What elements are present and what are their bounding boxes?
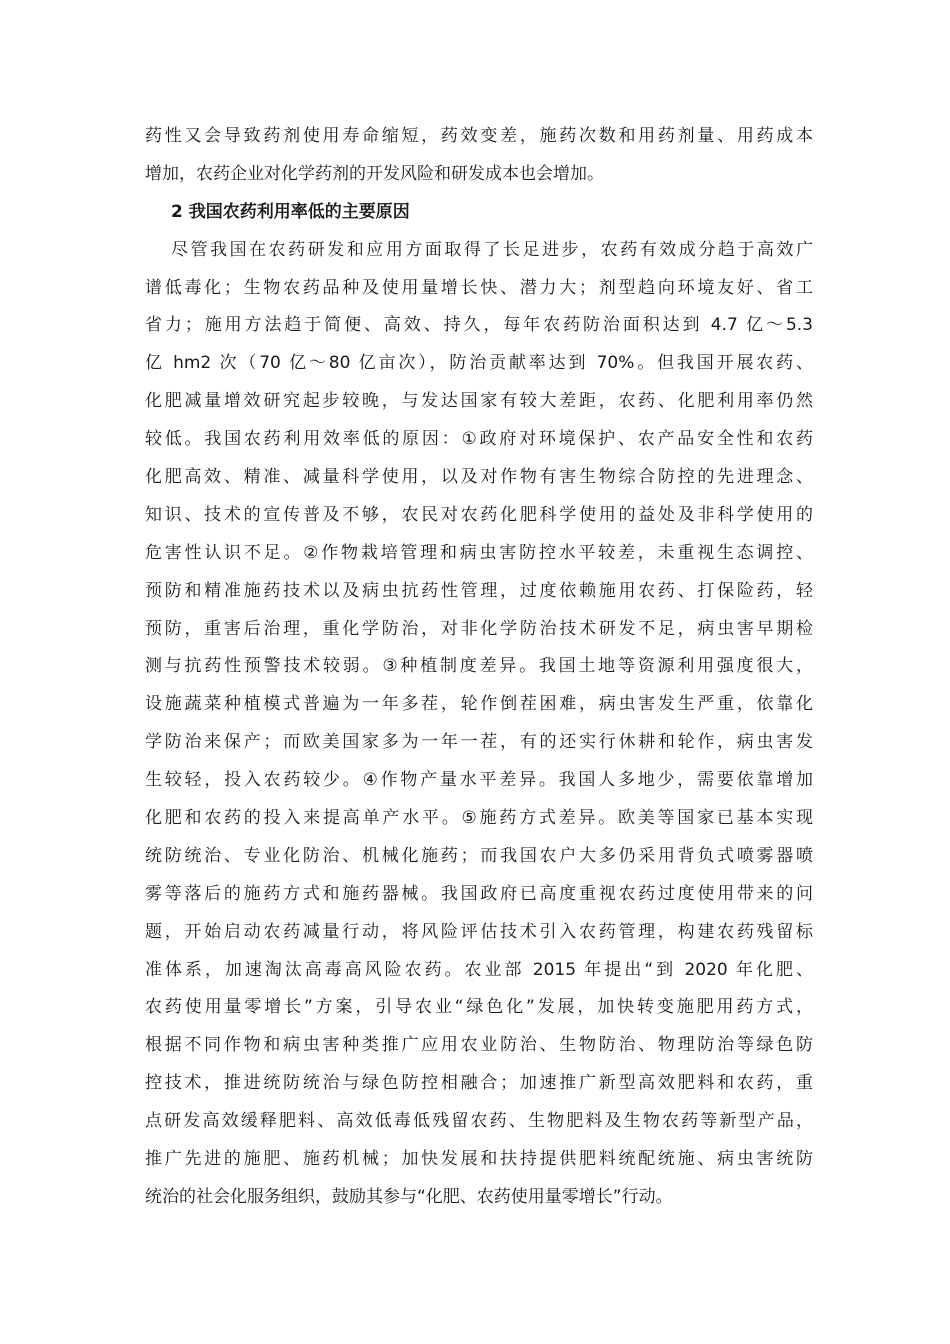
text-line: 预防，重害后治理，重化学防治，对非化学防治技术研发不足，病虫害早期检 — [145, 618, 813, 639]
main-paragraph — [145, 232, 813, 1217]
text-line: 危害性认识不足。②作物栽培管理和病虫害防控水平较差，未重视生态调控、 — [145, 542, 813, 563]
text-line: 控技术，推进统防统治与绿色防控相融合；加速推广新型高效肥料和农药，重 — [145, 1073, 813, 1094]
text-line: 题，开始启动农药减量行动，将风险评估技术引入农药管理，构建农药残留标 — [145, 921, 813, 942]
text-line: 增加，农药企业对化学药剂的开发风险和研发成本也会增加。 — [145, 163, 604, 184]
text-line: 农药使用量零增长”方案，引导农业“绿色化”发展，加快转变施肥用药方式， — [145, 997, 813, 1018]
text-line: 推广先进的施肥、施药机械；加快发展和扶持提供肥料统配统施、病虫害统防 — [145, 1149, 813, 1170]
text-line: 化肥和农药的投入来提高单产水平。⑤施药方式差异。欧美等国家已基本实现 — [145, 808, 813, 829]
text-line: 较低。我国农药利用效率低的原因：①政府对环境保护、农产品安全性和农药 — [145, 429, 813, 450]
section-heading: 2 我国农药利用率低的主要原因 — [171, 201, 410, 222]
intro-paragraph — [145, 118, 813, 194]
text-line: 亿 hm2 次（70 亿～80 亿亩次），防治贡献率达到 70%。但我国开展农药、 — [145, 353, 813, 374]
text-line: 点研发高效缓释肥料、高效低毒低残留农药、生物肥料及生物农药等新型产品， — [145, 1111, 813, 1132]
text-line: 知识、技术的宣传普及不够，农民对农药化肥科学使用的益处及非科学使用的 — [145, 504, 813, 525]
text-line: 测与抗药性预警技术较弱。③种植制度差异。我国土地等资源利用强度很大， — [145, 656, 813, 677]
text-line: 根据不同作物和病虫害种类推广应用农业防治、生物防治、物理防治等绿色防 — [145, 1035, 813, 1056]
text-line: 设施蔬菜种植模式普遍为一年多茬，轮作倒茬困难，病虫害发生严重，依靠化 — [145, 694, 813, 715]
text-line: 药性又会导致药剂使用寿命缩短，药效变差，施药次数和用药剂量、用药成本 — [145, 126, 813, 146]
text-line: 尽管我国在农药研发和应用方面取得了长足进步，农药有效成分趋于高效广 — [171, 239, 813, 260]
text-line: 雾等落后的施药方式和施药器械。我国政府已高度重视农药过度使用带来的问 — [145, 883, 813, 904]
text-line: 预防和精准施药技术以及病虫抗药性管理，过度依赖施用农药、打保险药，轻 — [145, 580, 813, 601]
text-line: 学防治来保产；而欧美国家多为一年一茬，有的还实行休耕和轮作，病虫害发 — [145, 732, 813, 753]
text-line: 谱低毒化；生物农药品种及使用量增长快、潜力大；剂型趋向环境友好、省工 — [145, 277, 813, 298]
text-line: 化肥减量增效研究起步较晚，与发达国家有较大差距，农药、化肥利用率仍然 — [145, 391, 813, 412]
text-line: 生较轻，投入农药较少。④作物产量水平差异。我国人多地少，需要依靠增加 — [145, 770, 813, 791]
text-line: 省力；施用方法趋于简便、高效、持久，每年农药防治面积达到 4.7 亿～5.3 — [145, 315, 813, 336]
text-line: 统防统治、专业化防治、机械化施药；而我国农户大多仍采用背负式喷雾器喷 — [145, 845, 813, 866]
document-body — [145, 118, 813, 1217]
text-line: 统治的社会化服务组织，鼓励其参与“化肥、农药使用量零增长”行动。 — [145, 1186, 673, 1207]
text-line: 化肥高效、精准、减量科学使用，以及对作物有害生物综合防控的先进理念、 — [145, 467, 813, 488]
text-line: 准体系，加速淘汰高毒高风险农药。农业部 2015 年提出“到 2020 年化肥、 — [145, 959, 813, 980]
